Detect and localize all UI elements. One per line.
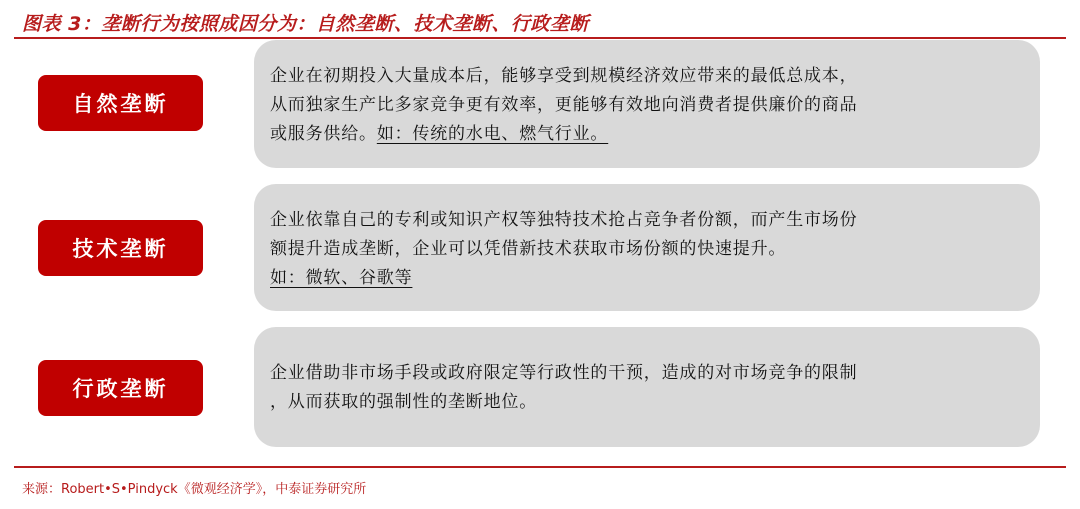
label-technology-monopoly: 技术垄断: [38, 220, 203, 276]
example-text: 如：传统的水电、燃气行业。: [376, 124, 609, 144]
description-line: ，从而获取的强制性的垄断地位。: [270, 392, 537, 412]
description-line: 从而独家生产比多家竞争更有效率，更能够有效地向消费者提供廉价的商品: [270, 95, 858, 115]
row-administrative-monopoly: [0, 327, 1080, 449]
bottom-rule: [14, 466, 1066, 468]
description-administrative-monopoly: [254, 327, 1040, 447]
description-line: 企业借助非市场手段或政府限定等行政性的干预，造成的对市场竞争的限制: [270, 363, 858, 383]
label-natural-monopoly: 自然垄断: [38, 75, 203, 131]
description-line: 企业依靠自己的专利或知识产权等独特技术抢占竞争者份额，而产生市场份: [270, 210, 858, 230]
description-line: [270, 120, 1024, 149]
label-administrative-monopoly: 行政垄断: [38, 360, 203, 416]
description-line: 额提升造成垄断，企业可以凭借新技术获取市场份额的快速提升。: [270, 239, 787, 259]
description-line: [270, 264, 1024, 293]
description-text: 或服务供给。: [270, 124, 377, 144]
description-natural-monopoly: [254, 40, 1040, 168]
row-technology-monopoly: [0, 184, 1080, 314]
row-natural-monopoly: [0, 40, 1080, 170]
example-text: 如：微软、谷歌等: [270, 268, 413, 288]
description-technology-monopoly: [254, 184, 1040, 311]
description-line: 企业在初期投入大量成本后，能够享受到规模经济效应带来的最低总成本，: [270, 66, 858, 86]
top-rule: [14, 37, 1066, 39]
source-note: 来源：Robert•S•Pindyck《微观经济学》，中泰证券研究所: [22, 482, 367, 497]
figure-title: 图表 3：垄断行为按照成因分为：自然垄断、技术垄断、行政垄断: [22, 13, 589, 35]
